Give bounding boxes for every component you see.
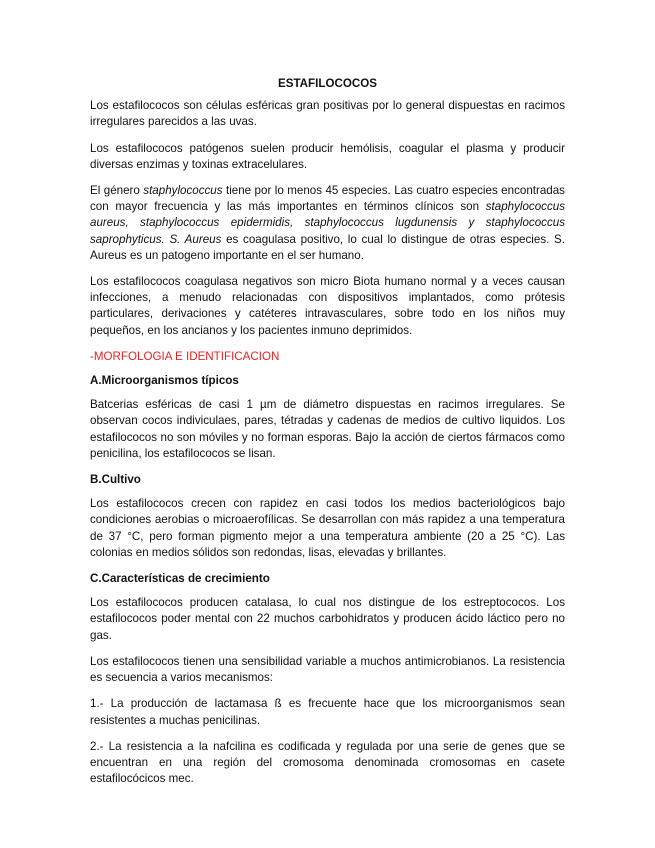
paragraph-lactamase: 1.- La producción de lactamasa ß es frecuente hace que los microorganismos sean resistentes a muchas penicilinas. xyxy=(90,697,565,727)
species-italic-list: staphylococcus aureus, staphylococcus epidermidis, staphylococcus lugdunensis y staphylococcus saprophyticus. S. Aureus xyxy=(90,200,565,246)
genus-italic-1: staphylococcus xyxy=(143,184,223,198)
paragraph-culture: Los estafilococos crecen con rapidez en casi todos los medios bacteriológicos bajo condiciones aerobias o microaerofílicas. Se desarrollan con más rapidez a una temperatura de 37 °C, pero forman pigmento mejor a una temperatura ambiente (20 a 25 °C). Las colonias en medios sólidos son redondas, lisas, elevadas y brillantes. xyxy=(90,497,565,559)
heading-typical-organisms: A.Microorganismos típicos xyxy=(90,374,239,388)
paragraph-nafcillin: 2.- La resistencia a la nafcilina es codificada y regulada por una serie de genes que se encuentran en una región del cromosoma denominada cromosomas en casete estafilocócicos mec. xyxy=(90,739,565,786)
genus-text-3: es coagulasa positivo, lo cual lo distingue de otras especies. S. Aureus es un patogeno importante en el ser humano. xyxy=(90,232,565,262)
heading-growth-characteristics: C.Características de crecimiento xyxy=(90,572,270,586)
paragraph-typical-organisms: Batcerias esféricas de casi 1 µm de diámetro dispuestas en racimos irregulares. Se observan cocos indiviculaes, pares, tétradas y cadenas de medios de cultivo liquidos. Los estafilococos no son móviles y no forman esporas. Bajo la acción de ciertos fármacos como penicilina, los estafilococos se lisan. xyxy=(90,398,565,460)
paragraph-genus xyxy=(90,183,565,264)
paragraph-resistance: Los estafilococos tienen una sensibilidad variable a muchos antimicrobianos. La resistencia es secuencia a varios mecanismos: xyxy=(90,654,565,685)
paragraph-catalase: Los estafilococos producen catalasa, lo cual nos distingue de los estreptococos. Los estafilococos poder mental con 22 muchos carbohidratos y producen ácido láctico pero no gas. xyxy=(90,596,565,642)
heading-culture: B.Cultivo xyxy=(90,473,141,487)
section-heading-morphology: -MORFOLOGIA E IDENTIFICACION xyxy=(90,349,280,363)
genus-text-1: El género xyxy=(90,184,144,198)
paragraph-coagulase-negative: Los estafilococos coagulasa negativos son micro Biota humano normal y a veces causan infecciones, a menudo relacionadas con dispositivos implantados, como prótesis particulares, derivaciones y catéteres intravasculares, sobre todo en los niños muy pequeños, en los ancianos y los pacientes inmuno deprimidos. xyxy=(90,275,565,337)
document-title: ESTAFILOCOCOS xyxy=(278,77,377,90)
document-body xyxy=(90,76,565,797)
paragraph-pathogens: Los estafilococos patógenos suelen producir hemólisis, coagular el plasma y producir diversas enzimas y toxinas extracelulares. xyxy=(90,141,565,171)
paragraph-intro: Los estafilococos son células esféricas gran positivas por lo general dispuestas en racimos irregulares parecidos a las uvas. xyxy=(90,99,565,129)
genus-text-2: tiene por lo menos 45 especies. Las cuatro especies encontradas con mayor frecuencia y las más importantes en términos clínicos son xyxy=(90,184,565,214)
